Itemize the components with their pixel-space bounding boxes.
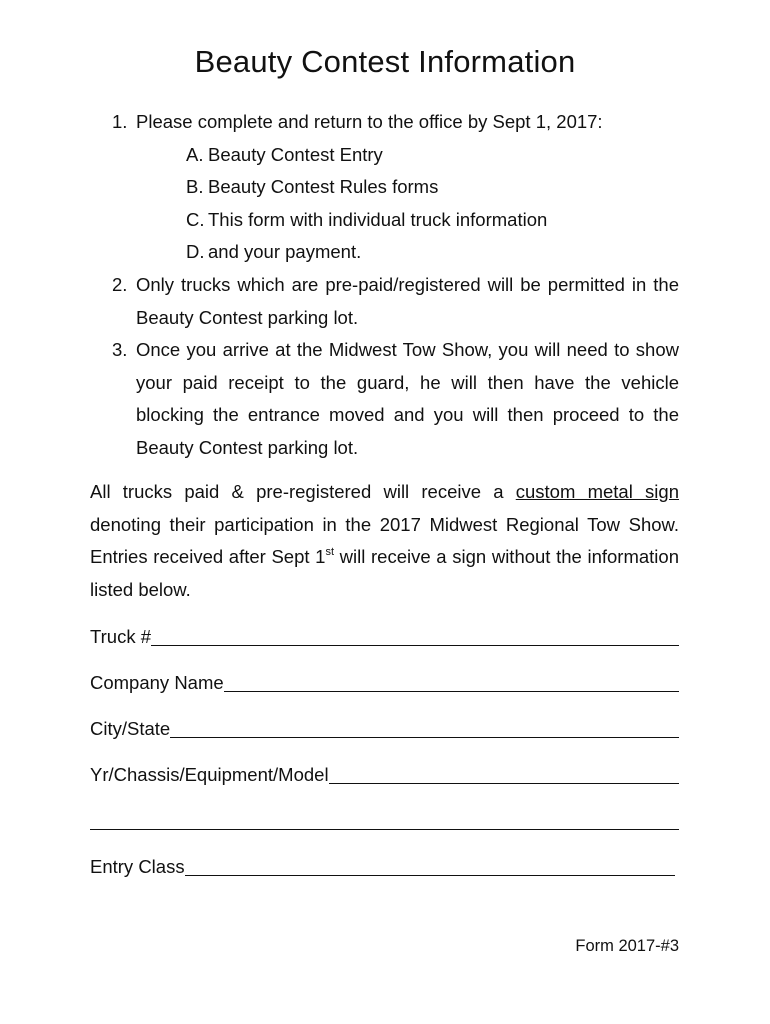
notice-text-3: will receive a sign without the information listed below.	[90, 546, 679, 600]
instruction-number: 1.	[112, 111, 128, 132]
item-letter: A.	[186, 143, 204, 165]
instruction-item-3	[112, 334, 679, 464]
item-text: and your payment.	[208, 241, 362, 263]
instruction-number: 2.	[112, 273, 128, 295]
item-letter: C.	[186, 208, 205, 230]
item-letter: D.	[186, 241, 205, 263]
entry-class-input-line[interactable]	[185, 874, 675, 876]
instruction-number: 3.	[112, 339, 128, 361]
instruction-text: Please complete and return to the office by Sept 1, 2017:	[136, 111, 603, 132]
instruction-item-2	[112, 269, 679, 334]
vehicle-field	[90, 757, 679, 787]
page-title: Beauty Contest Information	[194, 44, 576, 79]
city-state-input-line[interactable]	[170, 736, 679, 738]
required-item-b	[186, 171, 679, 204]
sign-notice	[90, 476, 679, 606]
item-text: Beauty Contest Entry	[208, 143, 383, 165]
notice-text-2: denoting their participation in the 2017 Midwest Regional Tow Show. Entries received after Sept 1	[90, 513, 679, 568]
instructions-list	[112, 106, 679, 465]
custom-metal-sign-text: custom metal sign	[515, 481, 679, 502]
instruction-text: Only trucks which are pre-paid/registered will be permitted in the Beauty Contest parking lot.	[136, 273, 679, 328]
truck-number-input-line[interactable]	[151, 644, 679, 646]
required-items-list	[136, 139, 679, 269]
required-item-a	[186, 139, 679, 172]
entry-class-label: Entry Class	[90, 856, 185, 877]
vehicle-continued-field	[90, 803, 679, 833]
item-text: Beauty Contest Rules forms	[208, 176, 439, 198]
required-item-c	[186, 204, 679, 237]
truck-number-field	[90, 619, 679, 649]
vehicle-label: Yr/Chassis/Equipment/Model	[90, 764, 329, 785]
instruction-item-1	[112, 106, 679, 139]
entry-class-field	[90, 849, 675, 879]
item-letter: B.	[186, 176, 204, 198]
vehicle-input-line[interactable]	[329, 782, 679, 784]
company-name-field	[90, 665, 679, 695]
form-number: Form 2017-#3	[575, 937, 679, 955]
vehicle-continued-input-line[interactable]	[90, 828, 679, 830]
city-state-field	[90, 711, 679, 741]
item-text: This form with individual truck information	[208, 208, 548, 230]
ordinal-suffix: st	[325, 546, 335, 559]
company-name-label: Company Name	[90, 672, 224, 693]
company-name-input-line[interactable]	[224, 690, 679, 692]
required-item-d	[186, 236, 679, 269]
notice-text-1: All trucks paid & pre-registered will receive a	[90, 481, 516, 502]
instruction-text: Once you arrive at the Midwest Tow Show, you will need to show your paid receipt to the guard, he will then have the vehicle blocking the entrance moved and you will then proceed to the Beauty Contest parking lot.	[136, 339, 679, 458]
truck-number-label: Truck #	[90, 626, 151, 647]
city-state-label: City/State	[90, 718, 171, 739]
